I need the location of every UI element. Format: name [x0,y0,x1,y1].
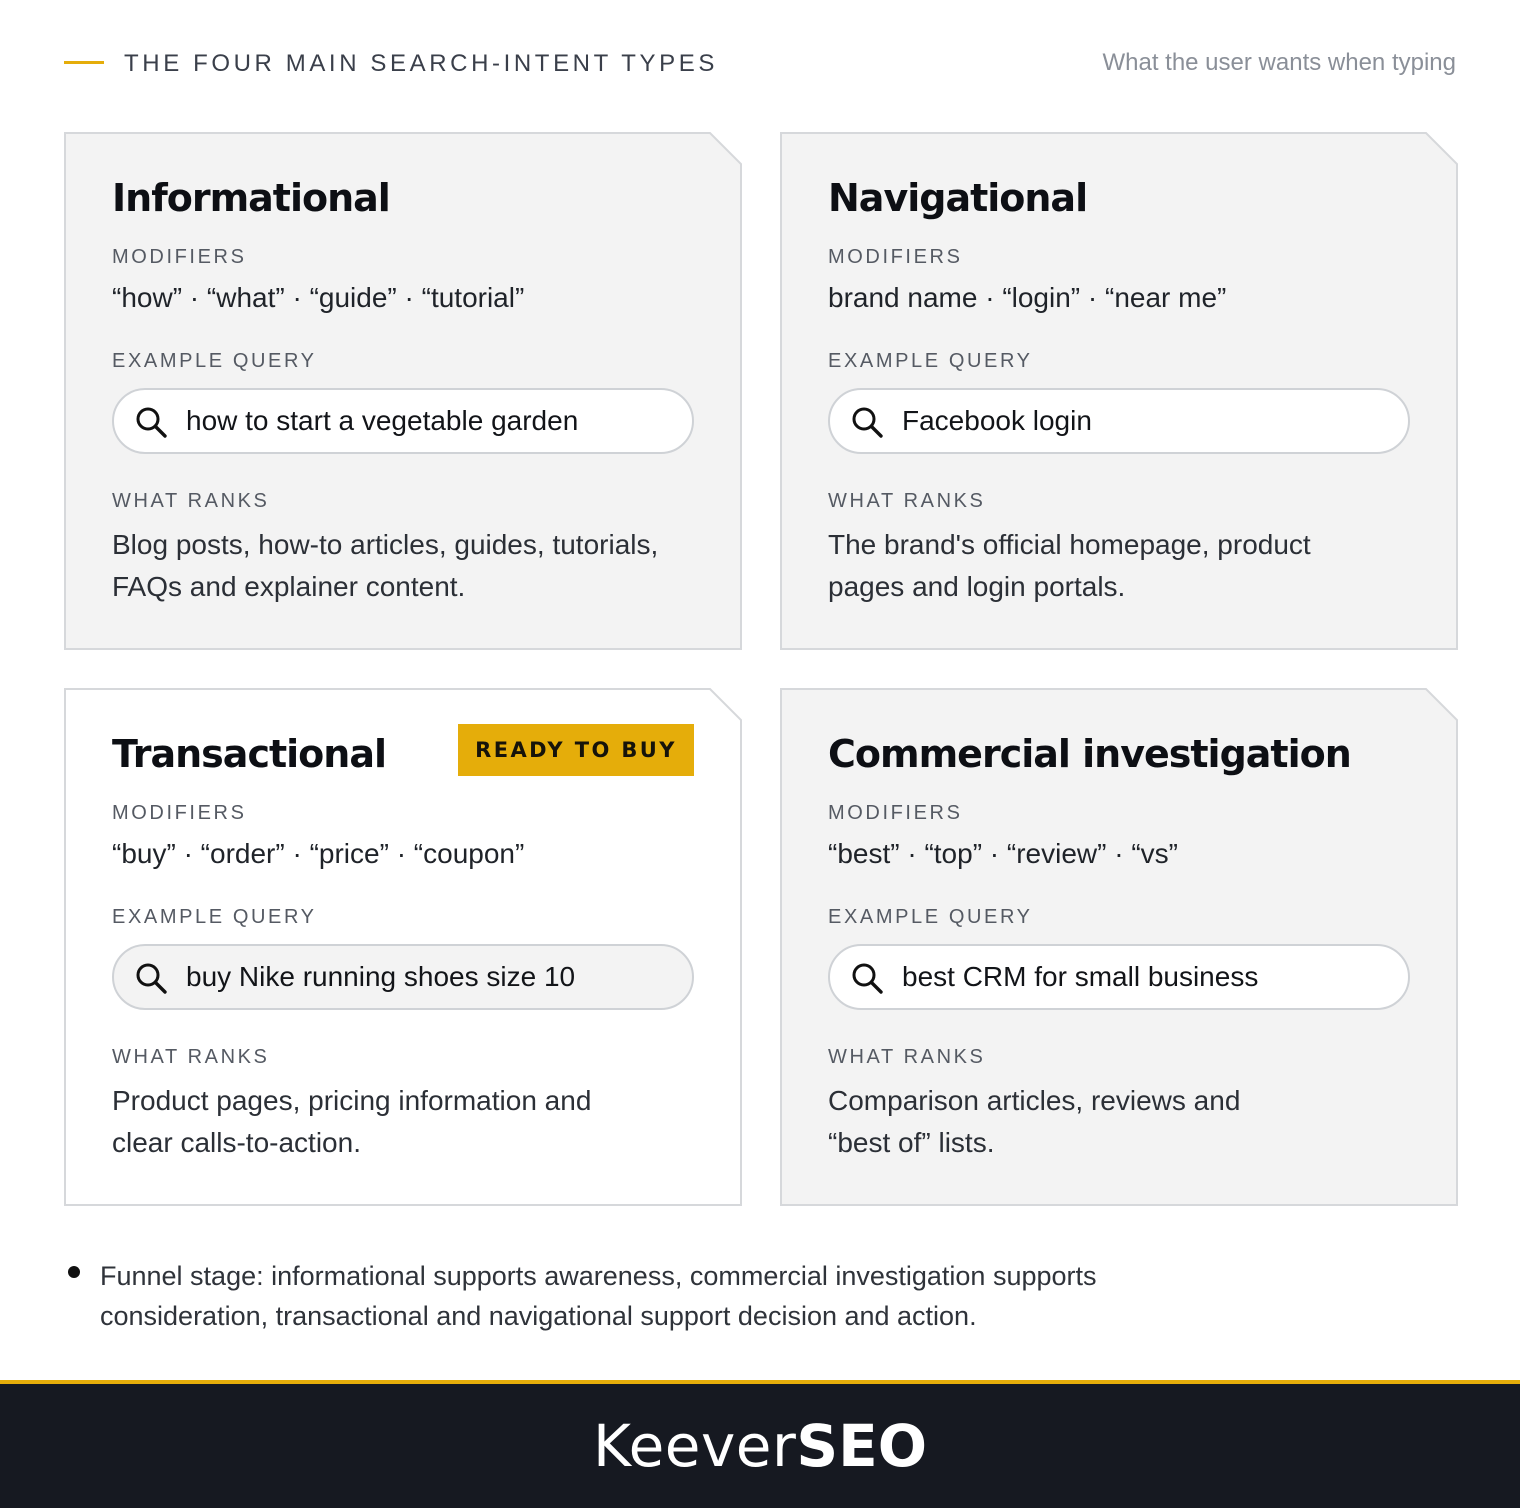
what-ranks-label: WHAT RANKS [112,490,270,512]
header [64,44,1456,84]
example-query-label: EXAMPLE QUERY [112,906,317,928]
search-icon [134,405,170,441]
example-query-label: EXAMPLE QUERY [112,350,317,372]
page-subtitle: What the user wants when typing [1102,49,1456,76]
modifiers-text: “best” · “top” · “review” · “vs” [828,838,1178,869]
footer [0,1380,1520,1508]
example-search-bar [828,388,1410,454]
search-icon [850,961,886,997]
what-ranks-text: Product pages, pricing information and clear calls-to-action. [112,1085,592,1158]
modifiers-label: MODIFIERS [112,802,247,824]
modifiers-label: MODIFIERS [112,246,247,268]
card-title: Navigational [828,176,1088,220]
modifiers-text: “buy” · “order” · “price” · “coupon” [112,838,525,869]
brand-logo-light: Keever [592,1412,797,1480]
what-ranks-label: WHAT RANKS [828,1046,986,1068]
what-ranks-label: WHAT RANKS [828,490,986,512]
bullet-dot-icon [68,1266,80,1278]
card-commercial-investigation [780,688,1458,1206]
header-accent-line [64,61,104,64]
example-query-text: Facebook login [902,405,1092,436]
what-ranks-label: WHAT RANKS [112,1046,270,1068]
card-title: Commercial investigation [828,732,1351,776]
example-search-bar [112,388,694,454]
example-search-bar [828,944,1410,1010]
example-query-text: how to start a vegetable garden [186,405,579,436]
funnel-note-text: Funnel stage: informational supports awareness, commercial investigation supports consideration, transactional and navigational support decision and action. [100,1261,1097,1331]
modifiers-label: MODIFIERS [828,802,963,824]
card-navigational [780,132,1458,650]
example-query-text: buy Nike running shoes size 10 [186,961,576,992]
example-query-label: EXAMPLE QUERY [828,350,1033,372]
what-ranks-text: The brand's official homepage, product pages and login portals. [828,529,1311,602]
card-informational [64,132,742,650]
card-title: Transactional [112,732,386,776]
search-icon [134,961,170,997]
example-query-text: best CRM for small business [902,961,1259,992]
what-ranks-text: Comparison articles, reviews and “best of” lists. [828,1085,1241,1158]
card-title: Informational [112,176,390,220]
brand-logo-bold: SEO [796,1412,928,1480]
example-search-bar [112,944,694,1010]
what-ranks-text: Blog posts, how-to articles, guides, tutorials, FAQs and explainer content. [112,529,659,602]
modifiers-label: MODIFIERS [828,246,963,268]
modifiers-text: brand name · “login” · “near me” [828,282,1227,313]
card-transactional [64,688,742,1206]
modifiers-text: “how” · “what” · “guide” · “tutorial” [112,282,525,313]
brand-logo [0,1412,1520,1480]
page-title: THE FOUR MAIN SEARCH-INTENT TYPES [124,50,718,77]
example-query-label: EXAMPLE QUERY [828,906,1033,928]
search-icon [850,405,886,441]
ready-to-buy-badge: READY TO BUY [458,724,694,776]
